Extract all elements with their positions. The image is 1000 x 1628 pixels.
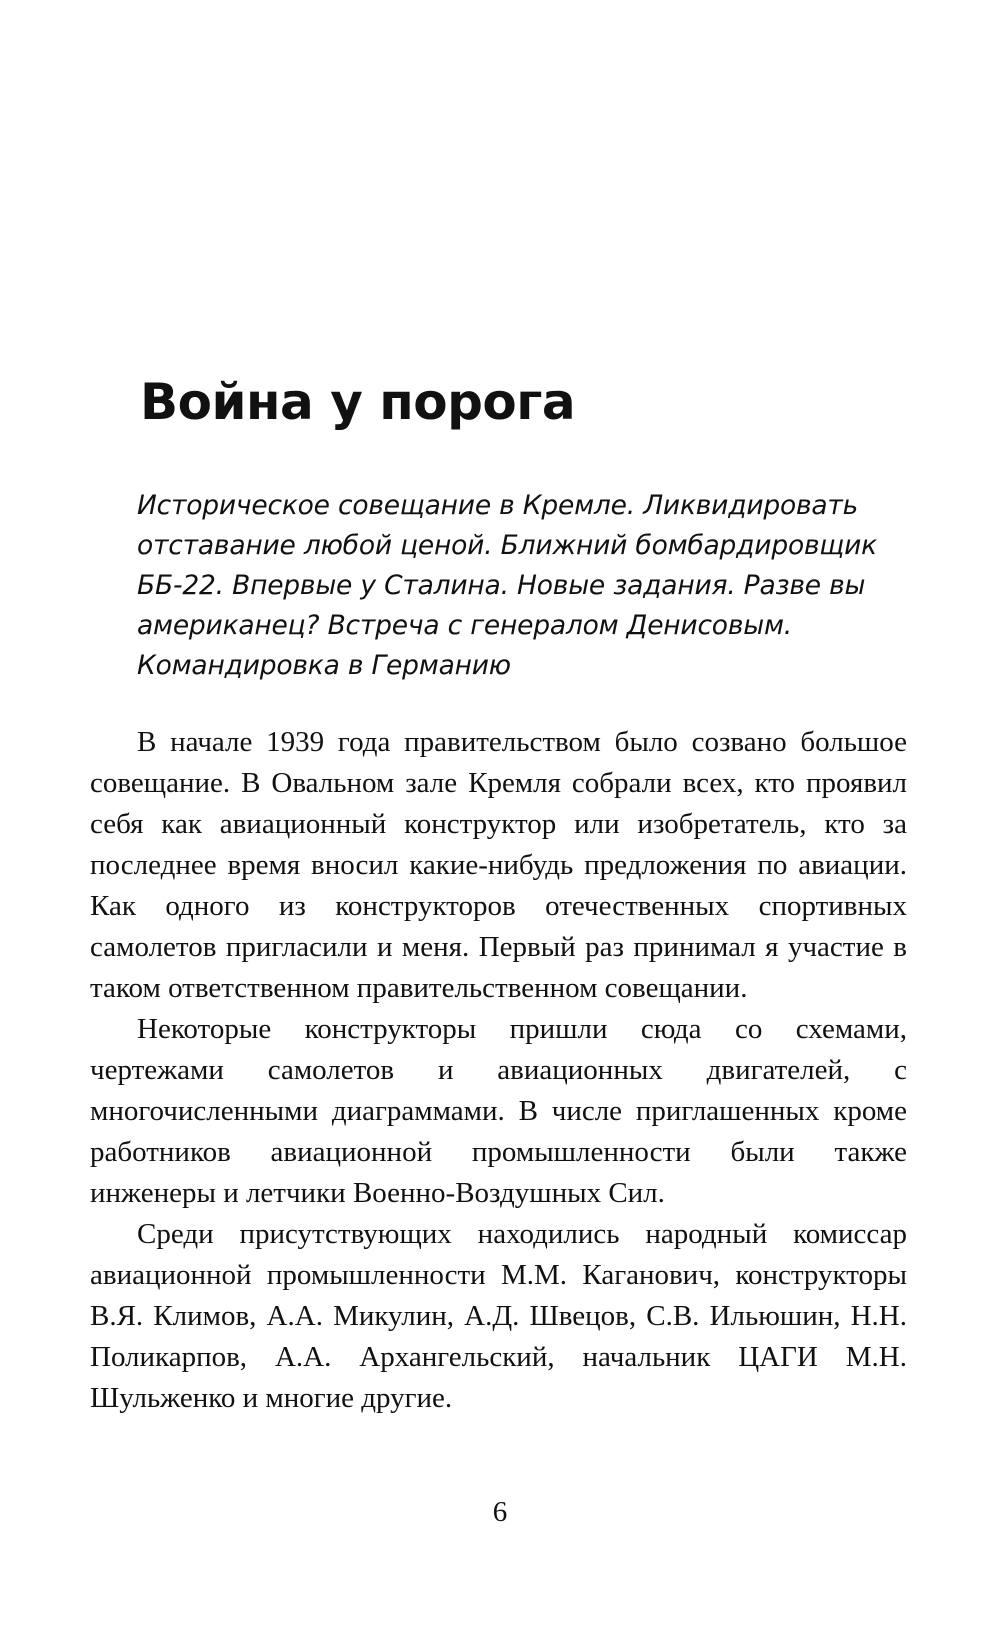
chapter-synopsis: Историческое совещание в Кремле. Ликвидировать отставание любой ценой. Ближний бомбардировщик ББ-22. Впервые у Сталина. Новые задания. Разве вы американец? Встреча с генералом Денисовым. Командировка в Германию [137, 490, 877, 681]
page-number: 6 [492, 1496, 508, 1528]
chapter-title: Война у порога [140, 373, 576, 431]
paragraph: В начале 1939 года правительством было созвано большое совещание. В Овальном зале Кремля собрали всех, кто проявил себя как авиационный конструктор или изобретатель, кто за последнее время вносил какие-нибудь предложения по авиации. Как одного из конструкторов отечественных спортивных самолетов пригласили и меня. Первый раз принимал я участие в таком ответственном правительственном совещании. [90, 726, 907, 1004]
paragraph: Некоторые конструкторы пришли сюда со схемами, чертежами самолетов и авиационных двигателей, с многочисленными диаграммами. В числе приглашенных кроме работников авиационной промышленности были также инженеры и летчики Военно-Воздушных Сил. [90, 1013, 907, 1209]
paragraph: Среди присутствующих находились народный комиссар авиационной промышленности М.М. Каганович, конструкторы В.Я. Климов, А.А. Микулин, А.Д. Швецов, С.В. Ильюшин, Н.Н. Поликарпов, А.А. Архангельский, начальник ЦАГИ М.Н. Шульженко и многие другие. [90, 1218, 907, 1414]
body-text [90, 722, 907, 1419]
